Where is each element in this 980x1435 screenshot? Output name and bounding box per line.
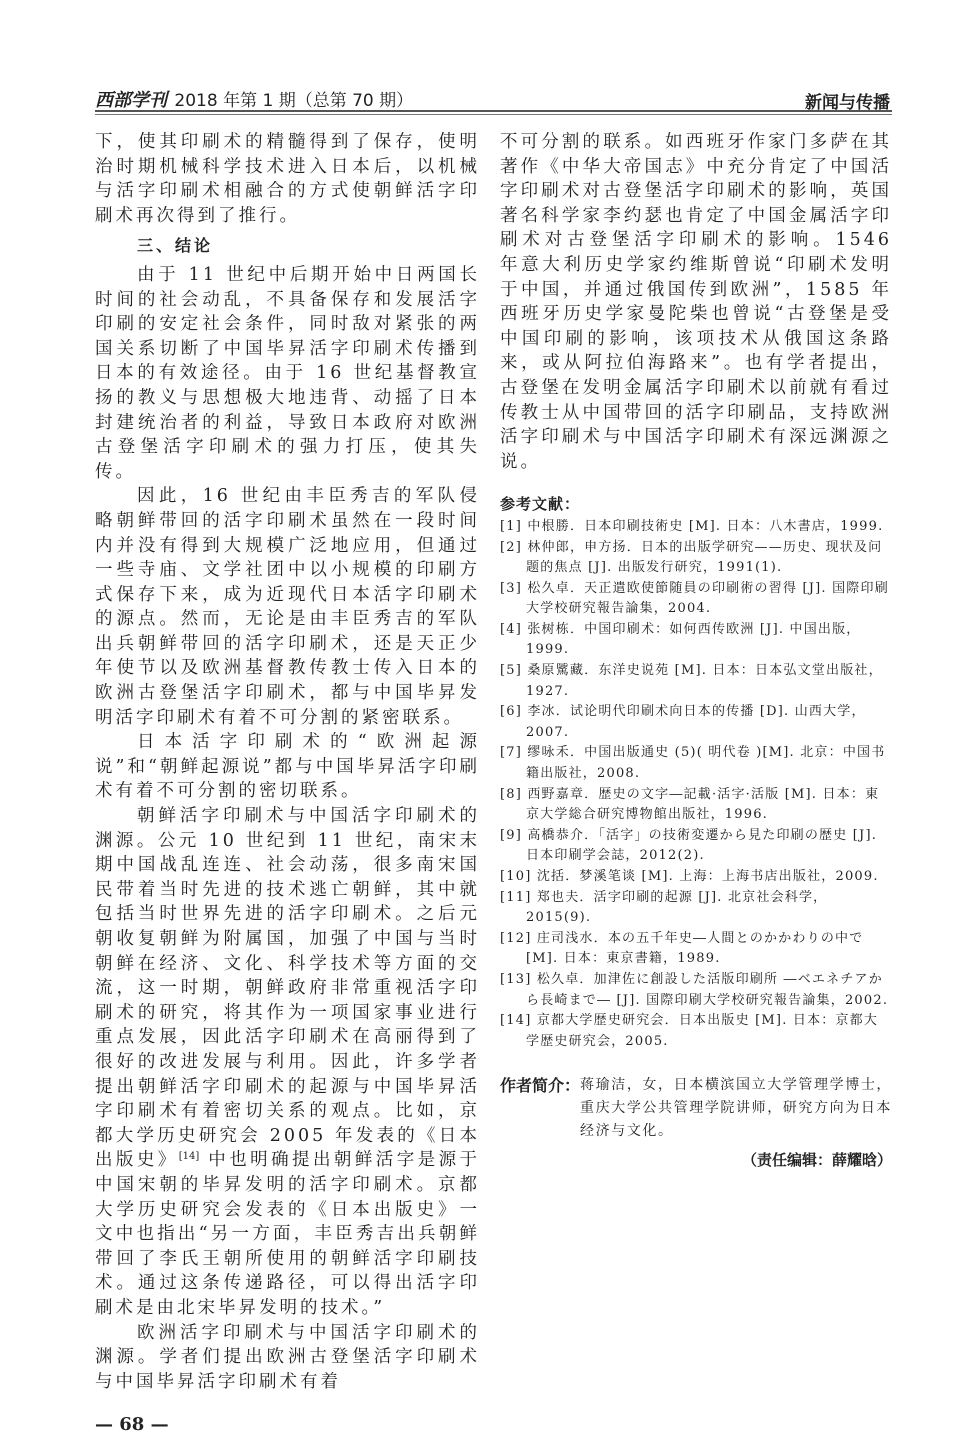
header-rule: [95, 110, 892, 112]
section-name: 新闻与传播: [805, 93, 890, 113]
paragraph: 日本活字印刷术的“欧洲起源说”和“朝鲜起源说”都与中国毕昇活字印刷术有着不可分割的密切联系。: [95, 732, 480, 802]
citation-marker: [14]: [178, 1151, 200, 1163]
reference-item: [2] 林仲郎，申方扬．日本的出版学研究——历史、现状及问题的焦点 [J]. 出版发行研究，1991(1).: [500, 539, 883, 576]
left-area: [95, 130, 480, 1435]
left-column: [95, 130, 480, 1394]
section-heading: 三、结论: [137, 236, 214, 256]
right-area: [500, 130, 892, 1170]
paragraph-text: 中也明确提出朝鲜活字是源于中国宋朝的毕昇发明的活字印刷术。京都大学历史研究会发表的《日本出版史》一文中也指出“另一方面，丰臣秀吉出兵朝鲜带回了李氏王朝所使用的朝鲜活字印刷技术。通过这条传递路径，可以得出活字印刷术是由北宋毕昇发明的技术。”: [95, 1150, 481, 1318]
author-bio: [500, 1074, 892, 1143]
running-header: [95, 86, 413, 112]
journal-logo: 西部学刊: [95, 90, 167, 111]
reference-item: [4] 张树栋．中国印刷术：如何西传欧洲 [J]. 中国出版，1999.: [500, 621, 861, 658]
reference-list: [500, 517, 892, 1052]
issue-info: 2018 年第 1 期（总第 70 期）: [174, 91, 414, 111]
author-label: 作者简介：: [500, 1076, 581, 1096]
references: [500, 494, 892, 1052]
page-number: — 68 —: [95, 1414, 169, 1435]
header-rule-thin: [95, 114, 892, 115]
author-text: 蒋瑜洁，女，日本横滨国立大学管理学博士，重庆大学公共管理学院讲师，研究方向为日本经济与文化。: [580, 1077, 893, 1140]
paragraph: 由于 11 世纪中后期开始中日两国长时间的社会动乱，不具备保存和发展活字印刷的安定社会条件，同时敌对紧张的两国关系切断了中国毕昇活字印刷术传播到日本的有效途径。由于 16 世纪基督教宣扬的教义与思想极大地违背、动摇了日本封建统治者的利益，导致日本政府对欧洲古登堡活字印刷术的强力打压，使其失传。: [95, 264, 480, 482]
reference-item: [1] 中根勝．日本印刷技術史 [M]. 日本：八木書店，1999.: [500, 518, 884, 534]
reference-item: [14] 京都大学歴史研究会．日本出版史 [M]. 日本：京都大学歴史研究会，2005.: [500, 1013, 879, 1049]
reference-item: [10] 沈括．梦溪笔谈 [M]. 上海：上海书店出版社，2009.: [500, 869, 879, 884]
paragraph: 欧洲活字印刷术与中国活字印刷术的渊源。学者们提出欧洲古登堡活字印刷术与中国毕昇活字印刷术有着: [95, 1322, 480, 1392]
reference-item: [7] 缪咏禾．中国出版通史 (5)( 明代卷 )[M]. 北京：中国书籍出版社，2008.: [500, 745, 886, 782]
paragraph: 因此，16 世纪由丰臣秀吉的军队侵略朝鲜带回的活字印刷术虽然在一段时间内并没有得到大规模广泛地应用，但通过一些寺庙、文学社团中以小规模的印刷方式保存下来，成为近现代日本活字印刷术的源点。然而，无论是由丰臣秀吉的军队出兵朝鲜带回的活字印刷术，还是天正少年使节以及欧洲基督教传教士传入日本的欧洲古登堡活字印刷术，都与中国毕昇发明活字印刷术有着不可分割的紧密联系。: [95, 486, 480, 728]
reference-item: [11] 郑也夫．活字印刷的起源 [J]. 北京社会科学，2015(9).: [500, 889, 828, 926]
reference-item: [9] 高橋恭介．「活字」の技術変遷から見た印刷の歴史 [J]. 日本印刷学会誌，2012(2).: [500, 827, 878, 864]
paragraph: [95, 804, 480, 1320]
reference-item: [6] 李冰．试论明代印刷术向日本的传播 [D]. 山西大学，2007.: [500, 704, 866, 740]
paragraph-text: 朝鲜活字印刷术与中国活字印刷术的渊源。公元 10 世纪到 11 世纪，南宋末期中国战乱连连、社会动荡，很多南宋国民带着当时先进的技术逃亡朝鲜，其中就包括当时世界先进的活字印刷术。之后元朝收复朝鲜为附属国，加强了中国与当时朝鲜在经济、文化、科学技术等方面的交流，这一时期，朝鲜政府非常重视活字印刷术的研究，将其作为一项国家事业进行重点发展，因此活字印刷术在高丽得到了很好的改进发展与利用。因此，许多学者提出朝鲜活字印刷术的起源与中国毕昇活字印刷术有着密切关系的观点。比如，京都大学历史研究会 2005 年发表的《日本出版史》: [95, 806, 480, 1171]
references-title: 参考文献：: [500, 495, 581, 514]
reference-item: [13] 松久卓．加津佐に創設した活版印刷所 ―ベエネチアから長崎まで― [J]. 国際印刷大学校研究報告論集，2002.: [500, 971, 889, 1008]
paragraph-continued: 下，使其印刷术的精髓得到了保存，使明治时期机械科学技术进入日本后，以机械与活字印刷术相融合的方式使朝鲜活字印刷术再次得到了推行。: [95, 132, 480, 226]
responsible-editor: （责任编辑：薛耀晗）: [741, 1151, 892, 1170]
reference-item: [3] 松久卓．天正遣欧使節随員の印刷術の習得 [J]. 国際印刷大学校研究報告論集，2004.: [500, 580, 889, 617]
reference-item: [5] 桑原騭藏．东洋史说苑 [M]. 日本：日本弘文堂出版社，1927.: [500, 663, 883, 699]
paragraph-continued: 不可分割的联系。如西班牙作家门多萨在其著作《中华大帝国志》中充分肯定了中国活字印刷术对古登堡活字印刷术的影响，英国著名科学家李约瑟也肯定了中国金属活字印刷术对古登堡活字印刷术的影响。1546 年意大利历史学家约维斯曾说“印刷术发明于中国，并通过俄国传到欧洲”，1585 年西班牙历史学家曼陀柴也曾说“古登堡是受中国印刷的影响，该项技术从俄国这条路来，或从阿拉伯海路来”。也有学者提出，古登堡在发明金属活字印刷术以前就有看过传教士从中国带回的活字印刷品，支持欧洲活字印刷术与中国活字印刷术有深远渊源之说。: [500, 132, 892, 472]
right-column: [500, 130, 892, 474]
reference-item: [12] 庄司浅水．本の五千年史―人間とのかかわりの中で [M]. 日本：東京書籍，1989.: [500, 930, 864, 967]
reference-item: [8] 西野嘉章．歴史の文字―記載·活字·活版 [M]. 日本：東京大学総合研究博物館出版社，1996.: [500, 786, 880, 823]
